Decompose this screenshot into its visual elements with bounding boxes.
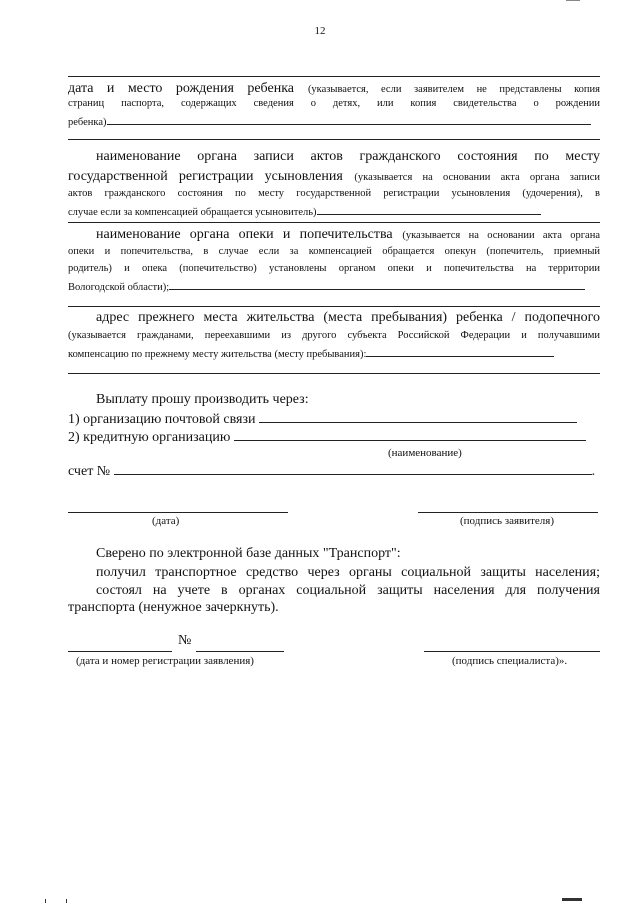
post-input-line[interactable] [259,410,577,423]
adoption-note: (указывается на основании акта органа записи [354,172,600,183]
guardianship-line4 [68,277,600,293]
prev-address-input-line[interactable] [366,344,554,357]
guardianship-input-line[interactable] [169,277,585,290]
birth-note-end: ребенка) [68,117,107,128]
birth-note-line3 [68,112,600,128]
specialist-signature-line[interactable] [424,651,600,652]
payment-title: Выплату прошу производить через: [96,392,309,407]
guardianship-line1 [96,225,600,245]
applicant-signature-line[interactable] [418,512,598,513]
scan-mark [66,899,67,903]
prev-address-note-end: компенсацию по прежнему месту жительства (месту пребывания): [68,349,367,360]
guardianship-line3: родитель) и опека (попечительство) установлены органом опеки и попечительства на территории [68,263,600,274]
adoption-line1: наименование органа записи актов гражданского состояния по месту [96,149,600,164]
date-line[interactable] [68,512,288,513]
date-caption: (дата) [152,515,180,527]
guardianship-title: наименование органа опеки и попечительства [96,227,393,242]
page-number: 12 [314,25,326,37]
divider-line [68,76,600,77]
adoption-line3: актов гражданского состояния по месту государственной регистрации усыновления (удочерения), в [68,188,600,199]
registration-date-line[interactable] [68,651,172,652]
payment-option-post [68,410,600,428]
scan-mark [45,899,46,903]
divider-line [68,373,600,374]
verification-line3: состоял на учете в органах социальной защиты населения для получения [96,583,600,598]
divider-line [68,306,600,307]
divider-line [68,222,600,223]
payment-option-post-label: 1) организацию почтовой связи [68,412,256,427]
birth-title: дата и место рождения ребенка [68,81,294,96]
guardianship-note-end: Вологодской области); [68,282,170,293]
verification-line1: Сверено по электронной базе данных "Транспорт": [96,546,401,561]
prev-address-line2: (указывается гражданами, переехавшими из другого субъекта Российской Федерации и получавшими [68,330,600,341]
bank-input-line[interactable] [234,428,586,441]
registration-number-sign: № [178,633,192,648]
scan-mark [562,898,582,901]
birth-input-line[interactable] [107,112,591,125]
divider-line [68,139,600,140]
adoption-line4 [68,202,600,218]
guardianship-note: (указывается на основании акта органа [402,230,600,241]
account-input-line[interactable] [114,462,592,475]
verification-line2: получил транспортное средство через органы социальной защиты населения; [96,565,600,580]
payment-option-bank [68,428,600,446]
adoption-title: государственной регистрации усыновления [68,169,343,184]
guardianship-line2: опеки и попечительства, в случае если за компенсацией обращается опекун (попечитель, приемный [68,246,600,257]
bank-name-caption: (наименование) [388,447,462,459]
birth-note: (указывается, если заявителем не представлены копия [307,84,600,95]
adoption-input-line[interactable] [317,202,541,215]
account-row [68,462,602,480]
adoption-line2 [68,167,600,187]
prev-address-line1: адрес прежнего места жительства (места пребывания) ребенка / подопечного [96,310,600,325]
account-label: счет № [68,464,111,479]
corner-mark [566,0,580,1]
registration-caption: (дата и номер регистрации заявления) [76,655,254,667]
registration-number-line[interactable] [196,651,284,652]
verification-line4: транспорта (ненужное зачеркнуть). [68,600,279,615]
payment-option-bank-label: 2) кредитную организацию [68,430,231,445]
specialist-caption: (подпись специалиста)». [452,655,568,667]
adoption-note-end: случае если за компенсацией обращается усыновитель) [68,207,317,218]
account-end: . [591,464,596,479]
birth-note-line2: страниц паспорта, содержащих сведения о детях, или копия свидетельства о рождении [68,98,600,109]
applicant-signature-caption: (подпись заявителя) [460,515,555,527]
prev-address-line3 [68,344,600,360]
